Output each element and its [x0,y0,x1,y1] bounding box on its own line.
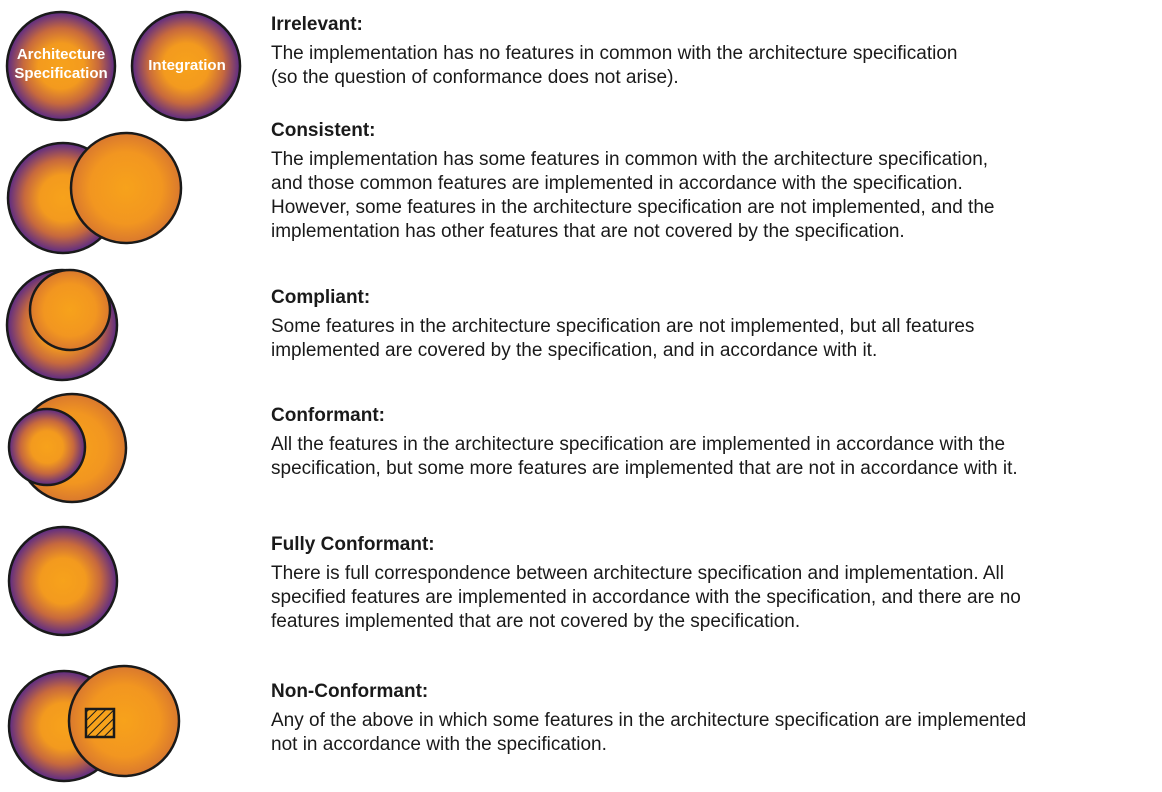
description-line: and those common features are implemented in accordance with the specification. [271,173,963,194]
level-description [271,433,1156,481]
venn-irrelevant [7,12,240,120]
coincident-circles [9,527,117,635]
level-irrelevant [271,14,1156,90]
architecture-label-line-2: Specification [14,65,108,82]
level-description [271,315,1156,363]
level-title: Conformant: [271,405,385,426]
architecture-label-line-1: Architecture [16,46,106,63]
description-line: All the features in the architecture specification are implemented in accordance with the [271,434,1006,455]
venn-conformant [9,394,126,502]
level-description [271,148,1156,244]
level-title: Fully Conformant: [271,534,435,555]
level-consistent [271,120,1156,244]
level-title: Compliant: [271,287,371,308]
level-fully-conformant [271,534,1156,634]
level-description [271,562,1156,634]
description-line: Any of the above in which some features in the architecture specification are implemented [271,710,1027,731]
level-title: Consistent: [271,120,376,141]
integration-label: Integration [148,57,226,74]
description-line: specification, but some more features are implemented that are not in accordance with it. [271,458,1018,479]
level-description [271,709,1156,757]
venn-figures [0,0,262,792]
description-line: Some features in the architecture specification are not implemented, but all features [271,316,975,337]
integration-circle [71,133,181,243]
architecture-specification-circle [30,270,110,350]
level-non-conformant [271,681,1156,757]
description-line: specified features are implemented in accordance with the specification, and there are no [271,587,1021,608]
venn-compliant [7,270,117,380]
venn-fully-conformant [9,527,117,635]
level-description [271,42,1156,90]
description-line: features implemented that are not covered by the specification. [271,611,801,632]
non-conformance-hatch-icon [86,709,114,737]
description-line: (so the question of conformance does not arise). [271,67,679,88]
description-line: However, some features in the architecture specification are not implemented, and the [271,197,995,218]
level-title: Irrelevant: [271,14,363,35]
description-line: There is full correspondence between architecture specification and implementation. All [271,563,1004,584]
venn-non-conformant [9,666,179,781]
description-line: The implementation has some features in common with the architecture specification, [271,149,989,170]
description-line: not in accordance with the specification. [271,734,607,755]
description-line: implemented are covered by the specification, and in accordance with it. [271,340,878,361]
level-compliant [271,287,1156,363]
venn-consistent [8,133,181,253]
description-line: implementation has other features that are not covered by the specification. [271,221,905,242]
level-conformant [271,405,1156,481]
description-line: The implementation has no features in common with the architecture specification [271,43,958,64]
level-title: Non-Conformant: [271,681,429,702]
architecture-specification-circle [9,409,85,485]
